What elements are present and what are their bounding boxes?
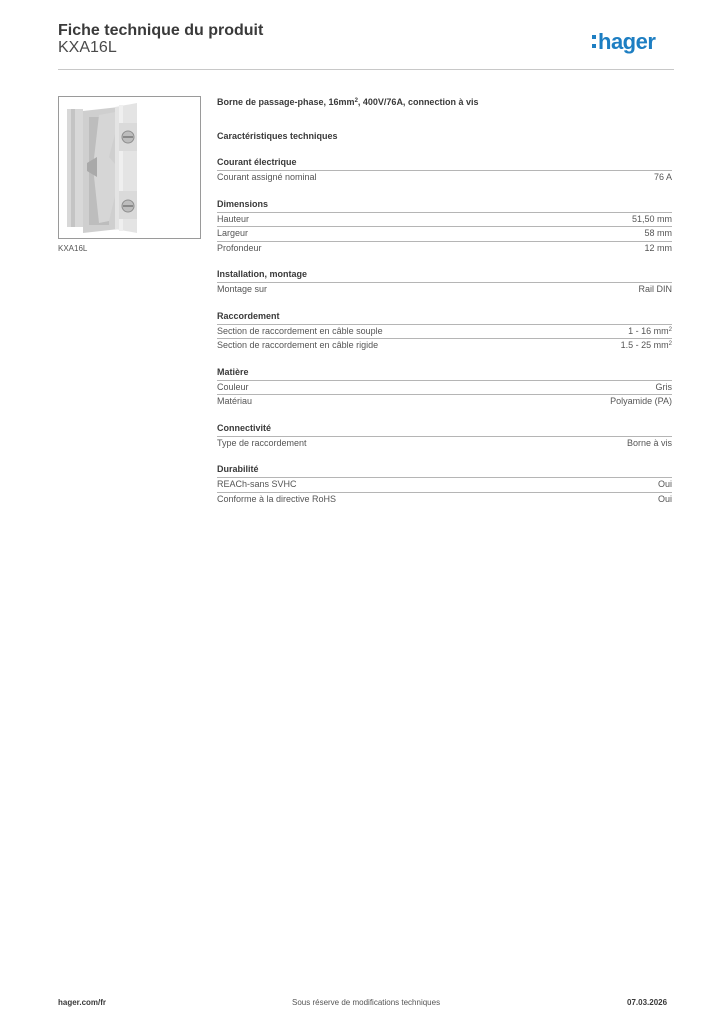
spec-value: 51,50 mm — [631, 213, 672, 224]
spec-row — [217, 171, 672, 185]
page-title: Fiche technique du produit — [58, 22, 264, 39]
section-title: Matière — [217, 366, 672, 381]
spec-label: Hauteur — [217, 213, 250, 224]
spec-value: Gris — [655, 381, 672, 392]
spec-value: 12 mm — [644, 242, 672, 253]
spec-value: Rail DIN — [638, 284, 672, 294]
spec-label: Matériau — [217, 396, 253, 406]
spec-row — [217, 478, 672, 493]
spec-section — [217, 366, 672, 409]
image-caption: KXA16L — [58, 244, 88, 253]
spec-label: Section de raccordement en câble rigide — [217, 340, 379, 350]
spec-label: Type de raccordement — [217, 437, 307, 448]
spec-label: Montage sur — [217, 284, 268, 294]
spec-row — [217, 283, 672, 297]
product-reference: KXA16L — [58, 39, 117, 56]
spec-label: Conforme à la directive RoHS — [217, 493, 337, 504]
section-title: Installation, montage — [217, 268, 672, 283]
section-title: Raccordement — [217, 310, 672, 325]
spec-value: Oui — [657, 493, 672, 504]
specs-heading: Caractéristiques techniques — [217, 131, 338, 141]
spec-section — [217, 422, 672, 451]
hager-logo — [592, 25, 674, 59]
spec-value: 76 A — [653, 172, 672, 182]
svg-text:hager: hager — [598, 29, 656, 54]
spec-section — [217, 156, 672, 185]
footer-website[interactable]: hager.com/fr — [58, 998, 107, 1007]
spec-label: Largeur — [217, 228, 249, 238]
footer-date: 07.03.2026 — [627, 998, 668, 1007]
section-title: Connectivité — [217, 422, 672, 437]
spec-content — [217, 96, 672, 506]
spec-row — [217, 395, 672, 409]
spec-value: 58 mm — [644, 228, 672, 238]
spec-value: 1.5 - 25 $mm^2$ — [620, 340, 672, 350]
spec-row — [217, 227, 672, 242]
section-title: Dimensions — [217, 198, 672, 213]
spec-label: Profondeur — [217, 242, 262, 253]
footer-disclaimer: Sous réserve de modifications techniques — [292, 998, 441, 1007]
spec-section — [217, 463, 672, 506]
section-title: Courant électrique — [217, 156, 672, 171]
spec-sections — [217, 156, 672, 506]
spec-label: Couleur — [217, 381, 249, 392]
spec-label: Section de raccordement en câble souple — [217, 325, 383, 336]
spec-row — [217, 493, 672, 507]
spec-row — [217, 339, 672, 353]
product-image — [58, 96, 201, 239]
spec-label: REACh-sans SVHC — [217, 479, 297, 489]
section-title: Durabilité — [217, 463, 672, 478]
header-divider — [58, 69, 674, 70]
spec-row — [217, 213, 672, 228]
spec-section — [217, 198, 672, 256]
spec-value: Borne à vis — [626, 437, 672, 448]
spec-value: 1 - 16 $mm^2$ — [628, 325, 672, 336]
spec-label: Courant assigné nominal — [217, 172, 317, 182]
spec-row — [217, 381, 672, 396]
spec-row — [217, 242, 672, 256]
spec-section — [217, 268, 672, 297]
spec-value: Oui — [657, 479, 672, 489]
product-description: Borne de passage-phase, $16mm^2$, 400V/76A, connection à vis — [217, 97, 479, 107]
spec-row — [217, 437, 672, 451]
spec-section — [217, 310, 672, 353]
spec-row — [217, 325, 672, 340]
spec-value: Polyamide (PA) — [610, 396, 672, 406]
